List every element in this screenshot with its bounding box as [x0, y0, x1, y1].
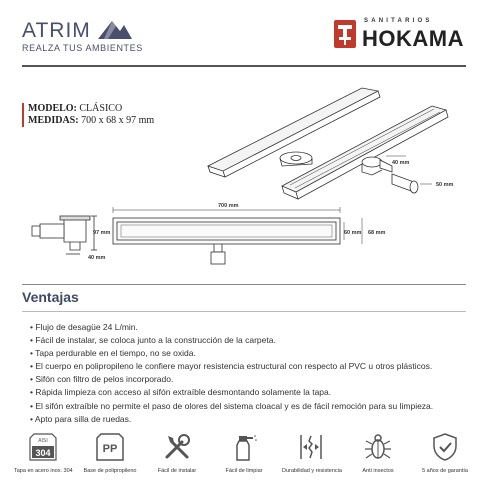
feature-label: Base de polipropileno: [83, 468, 137, 474]
ventajas-title: Ventajas: [22, 289, 79, 305]
durability-icon: [296, 432, 326, 462]
feature-durability: [282, 432, 340, 482]
list-item: • Sifón con filtro de pelos incorporado.: [30, 374, 174, 385]
spray-bottle-icon: [229, 432, 259, 462]
dim-top-length: 700 mm: [218, 203, 239, 209]
front-view: [32, 216, 97, 254]
tools-icon: [162, 432, 192, 462]
feature-polypropylene: [81, 432, 139, 482]
size-value: 700 x 68 x 97 mm: [81, 115, 155, 126]
dim-front-outlet: 40 mm: [88, 255, 106, 261]
steel-badge-top: AISI: [38, 438, 48, 444]
list-item: • El cuerpo en polipropileno le confiere mayor resistencia estructural con respecto al PVC u otros plásticos.: [30, 361, 433, 372]
hokama-brand-name: HOKAMA: [362, 26, 464, 51]
pp-badge: PP: [102, 443, 118, 455]
dim-iso-outlet-big: 50 mm: [436, 182, 454, 188]
steel-badge: 304: [35, 448, 51, 458]
model-label: MODELO:: [28, 103, 77, 114]
list-item: • Tapa perdurable en el tiempo, no se oxida.: [30, 348, 196, 359]
model-value: CLÁSICO: [79, 103, 123, 114]
feature-steel-304: [14, 432, 72, 482]
steel-304-icon: [28, 432, 58, 462]
feature-warranty: [416, 432, 474, 482]
list-item: • El sifón extraíble no permite el paso de olores del sistema cloacal y es de fácil remoción para su limpieza.: [30, 400, 434, 411]
shield-check-icon: [430, 432, 460, 462]
feature-label: Fácil de instalar: [157, 468, 197, 474]
atrim-brand-name: ATRIM: [22, 19, 91, 42]
section-divider: [22, 284, 466, 285]
feature-icons-row: [14, 432, 474, 482]
dim-iso-outlet-small: 40 mm: [392, 160, 410, 166]
isometric-view: [208, 88, 448, 199]
feature-label: Anti insectos: [362, 468, 394, 474]
dim-top-outer-width: 68 mm: [368, 230, 386, 236]
ventajas-underline: [22, 311, 466, 312]
feature-label: Durabilidad y resistencia: [282, 468, 342, 474]
list-item: • Rápida limpieza con acceso al sifón extraíble desmontando solamente la tapa.: [30, 387, 332, 398]
list-item: • Flujo de desagüe 24 L/min.: [30, 322, 138, 332]
polypropylene-icon: [95, 432, 125, 462]
ventajas-list: [30, 321, 470, 426]
size-label: MEDIDAS:: [28, 115, 79, 126]
feature-anti-insect: [349, 432, 407, 482]
feature-label: 5 años de garantía: [422, 468, 468, 474]
anti-insect-icon: [363, 432, 393, 462]
feature-label: Tapa en acero inox. 304: [14, 468, 73, 474]
atrim-tagline: REALZA TUS AMBIENTES: [22, 43, 143, 53]
feature-easy-clean: [215, 432, 273, 482]
hokama-subtitle: SANITARIOS: [364, 18, 433, 24]
dim-top-inner-width: 60 mm: [344, 230, 362, 236]
list-item: • Apto para silla de ruedas.: [30, 413, 132, 424]
feature-easy-install: [148, 432, 206, 482]
feature-label: Fácil de limpiar: [225, 468, 263, 474]
dim-front-height: 97 mm: [93, 230, 111, 236]
list-item: • Fácil de instalar, se coloca junto a la construcción de la carpeta.: [30, 335, 276, 346]
top-view: [113, 207, 362, 264]
